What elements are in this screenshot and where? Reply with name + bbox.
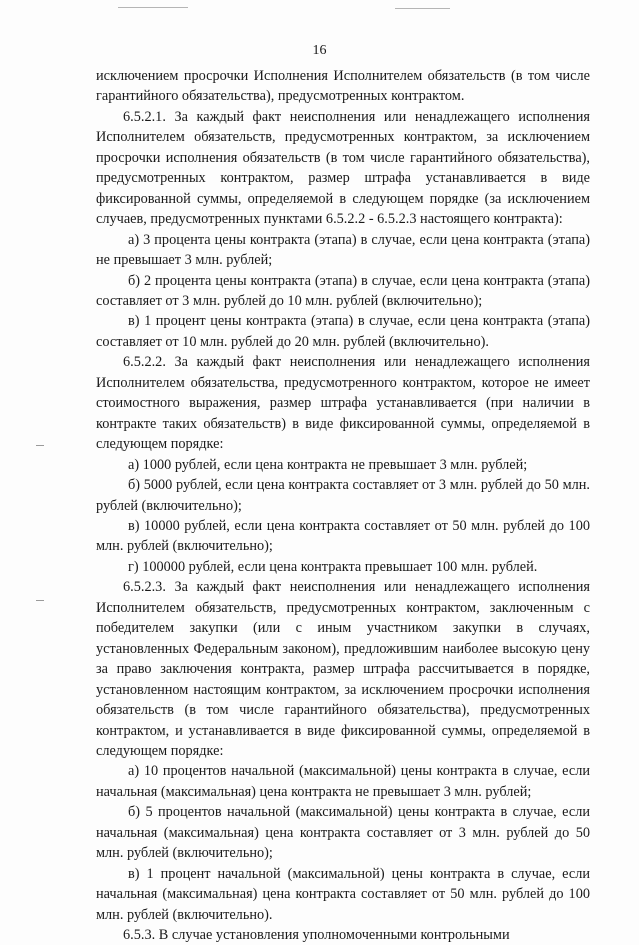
paragraph: в) 1 процент цены контракта (этапа) в случае, если цена контракта (этапа) составляет от 10 млн. рублей до 20 млн. рублей (включительно).: [96, 313, 590, 350]
document-body: [96, 66, 590, 945]
paragraph: 6.5.2.3. За каждый факт неисполнения или ненадлежащего исполнения Исполнителем обязательств, предусмотренных контрактом, заключенным с победителем закупки (или с иным участником закупки в случаях, установленных Федеральным законом), предложившим наиболее высокую цену за право заключения контракта, размер штрафа рассчитывается в порядке, установленном настоящим контрактом, за исключением просрочки исполнения обязательств (в том числе гарантийного обязательства), предусмотренных контрактом, и устанавливается в виде фиксированной суммы, определяемой в следующем порядке:: [96, 579, 590, 759]
paragraph: а) 3 процента цены контракта (этапа) в случае, если цена контракта (этапа) не превышает 3 млн. рублей;: [96, 231, 590, 269]
paragraph: в) 10000 рублей, если цена контракта составляет от 50 млн. рублей до 100 млн. рублей (включительно);: [96, 517, 590, 555]
paragraph: б) 5000 рублей, если цена контракта составляет от 3 млн. рублей до 50 млн. рублей (включительно);: [96, 477, 590, 514]
paragraph: г) 100000 рублей, если цена контракта превышает 100 млн. рублей.: [128, 558, 538, 575]
paragraph: а) 1000 рублей, если цена контракта не превышает 3 млн. рублей;: [128, 456, 528, 473]
paragraph: б) 2 процента цены контракта (этапа) в случае, если цена контракта (этапа) составляет от 3 млн. рублей до 10 млн. рублей (включительно);: [96, 272, 590, 309]
scan-artifact-line: [395, 8, 450, 9]
margin-mark: [36, 600, 44, 601]
paragraph: в) 1 процент начальной (максимальной) цены контракта в случае, если начальная (максимальная) цена контракта составляет от 50 млн. рублей до 100 млн. рублей (включительно).: [96, 865, 590, 923]
paragraph: б) 5 процентов начальной (максимальной) цены контракта в случае, если начальная (максимальная) цена контракта составляет от 3 млн. рублей до 50 млн. рублей (включительно);: [96, 804, 590, 862]
paragraph: а) 10 процентов начальной (максимальной) цены контракта в случае, если начальная (максимальная) цена контракта не превышает 3 млн. рублей;: [96, 763, 590, 800]
paragraph: 6.5.2.2. За каждый факт неисполнения или ненадлежащего исполнения Исполнителем обязательства, предусмотренного контрактом, которое не имеет стоимостного выражения, размер штрафа устанавливается (при наличии в контракте таких обязательств) в виде фиксированной суммы, определяемой в следующем порядке:: [96, 354, 590, 453]
paragraph: 6.5.3. В случае установления уполномоченными контрольными: [123, 927, 510, 944]
page-number: 16: [312, 43, 327, 58]
paragraph: 6.5.2.1. За каждый факт неисполнения или ненадлежащего исполнения Исполнителем обязательств, предусмотренных контрактом, за исключением просрочки исполнения обязательств (в том числе гарантийного обязательства), предусмотренных контрактом, размер штрафа устанавливается в виде фиксированной суммы, определяемой в следующем порядке (за исключением случаев, предусмотренных пунктами 6.5.2.2 - 6.5.2.3 настоящего контракта):: [96, 108, 590, 228]
paragraph: исключением просрочки Исполнения Исполнителем обязательств (в том числе гарантийного обязательства), предусмотренных контрактом.: [96, 68, 590, 105]
margin-mark: [36, 445, 44, 446]
scan-artifact-line: [118, 7, 188, 8]
